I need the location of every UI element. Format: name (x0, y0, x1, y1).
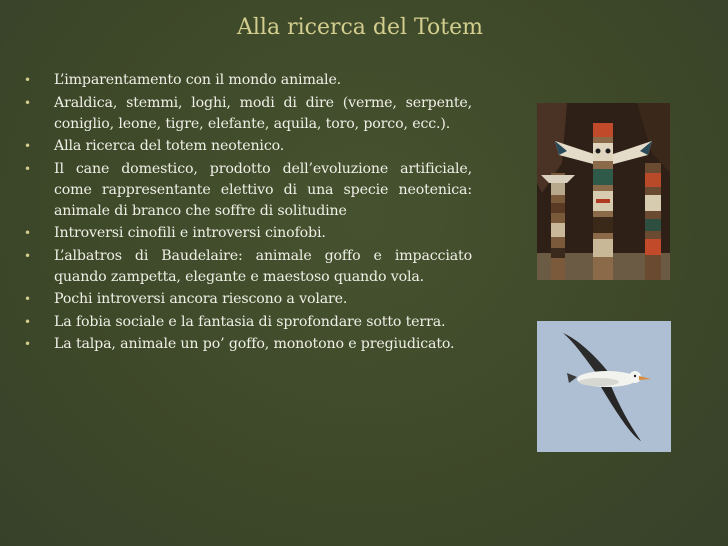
bullet-icon: • (24, 139, 31, 153)
bullet-text: L’imparentamento con il mondo animale. (54, 72, 342, 88)
bullet-icon: • (24, 248, 31, 263)
totem-illustration (537, 103, 670, 280)
bullet-text: Araldica, stemmi, loghi, modi di dire (verme, serpente, coniglio, leone, tigre, elefante, aquila, toro, porco, ecc.). (54, 94, 472, 132)
bullet-icon: • (24, 226, 31, 240)
bullet-text: La talpa, animale un po’ goffo, monotono e pregiudicato. (54, 336, 455, 352)
bullet-icon: • (24, 73, 31, 87)
bullet-text: L’albatros di Baudelaire: animale goffo e impacciato quando zampetta, elegante e maestoso quando vola. (54, 247, 472, 285)
bullet-text: Pochi introversi ancora riescono a volare. (54, 291, 348, 307)
bullet-item (22, 159, 472, 222)
bullet-text: La fobia sociale e la fantasia di sprofondare sotto terra. (54, 313, 446, 330)
bullet-item (22, 136, 472, 157)
bullet-item (22, 334, 472, 355)
bullet-icon: • (24, 95, 31, 110)
slide-title: Alla ricerca del Totem (237, 15, 483, 40)
bullet-item (22, 70, 472, 91)
bullet-icon: • (24, 337, 31, 351)
bullet-text: Il cane domestico, prodotto dell’evoluzione artificiale, come rappresentante elettivo di una specie neotenica: animale di branco che soffre di solitudine (54, 160, 472, 219)
bullet-item (22, 312, 472, 333)
albatross-illustration (537, 321, 671, 452)
albatross-photo (537, 321, 671, 452)
totem-poles-photo (537, 103, 670, 280)
bullet-icon: • (24, 161, 31, 176)
bullet-icon: • (24, 314, 31, 329)
bullet-list (22, 70, 472, 357)
bullet-text: Introversi cinofili e introversi cinofobi. (54, 225, 326, 241)
bullet-item (22, 289, 472, 310)
bullet-item (22, 93, 472, 135)
bullet-text: Alla ricerca del totem neotenico. (54, 138, 285, 154)
bullet-item (22, 223, 472, 244)
bullet-icon: • (24, 292, 31, 306)
bullet-item (22, 246, 472, 288)
